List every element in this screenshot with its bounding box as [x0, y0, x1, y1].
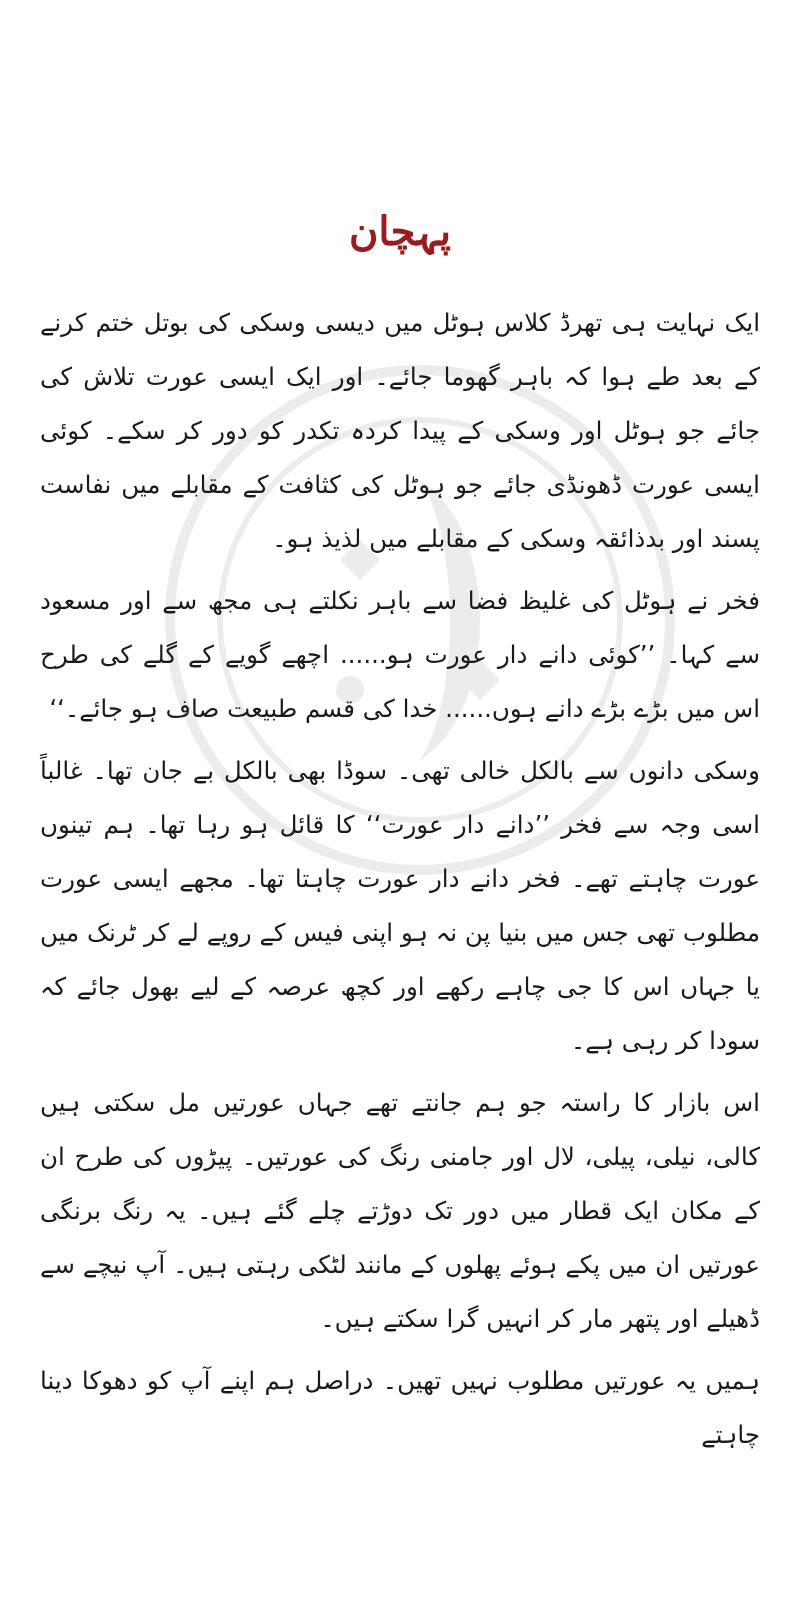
paragraph: اس بازار کا راستہ جو ہم جانتے تھے جہاں عورتیں مل سکتی ہیں کالی، نیلی، پیلی، لال اور جامنی رنگ کی عورتیں۔ پیڑوں کی طرح ان کے مکان ایک قطار میں دور تک دوڑتے چلے گئے ہیں۔ یہ رنگ برنگی عورتیں ان میں پکے ہوئے پھلوں کے مانند لٹکی رہتی ہیں۔ آپ نیچے سے ڈھیلے اور پتھر مار کر انہیں گرا سکتے ہیں۔ [40, 1088, 760, 1333]
paragraph: وسکی دانوں سے بالکل خالی تھی۔ سوڈا بھی بالکل بے جان تھا۔ غالباً اسی وجہ سے فخر ’’دانے دار عورت‘‘ کا قائل ہو رہا تھا۔ ہم تینوں عورت چاہتے تھے۔ فخر دانے دار عورت چاہتا تھا۔ مجھے ایسی عورت مطلوب تھی جس میں بنیا پن نہ ہو اپنی فیس کے روپے لے کر ٹرنک میں یا جہاں اس کا جی چاہے رکھے اور کچھ عرصہ کے لیے بھول جائے کہ سودا کر رہی ہے۔ [40, 756, 760, 1055]
paragraph: ہمیں یہ عورتیں مطلوب نہیں تھیں۔ دراصل ہم اپنے آپ کو دھوکا دینا چاہتے [40, 1366, 760, 1449]
paragraph: ایک نہایت ہی تھرڈ کلاس ہوٹل میں دیسی وسکی کی بوتل ختم کرنے کے بعد طے ہوا کہ باہر گھوما جائے۔ اور ایک ایسی عورت تلاش کی جائے جو ہوٹل اور وسکی کے پیدا کردہ تکدر کو دور کر سکے۔ کوئی ایسی عورت ڈھونڈی جائے جو ہوٹل کی کثافت کے مقابلے میں نفاست پسند اور بدذائقہ وسکی کے مقابلے میں لذیذ ہو۔ [40, 308, 760, 553]
body-text [40, 296, 760, 1470]
page-title: پہچان [349, 208, 451, 255]
paragraph: فخر نے ہوٹل کی غلیظ فضا سے باہر نکلتے ہی مجھ سے اور مسعود سے کہا۔ ’’کوئی دانے دار عورت ہو...... اچھے گویے کے گلے کی طرح اس میں بڑے بڑے دانے ہوں...... خدا کی قسم طبیعت صاف ہو جائے۔‘‘ [40, 586, 760, 723]
